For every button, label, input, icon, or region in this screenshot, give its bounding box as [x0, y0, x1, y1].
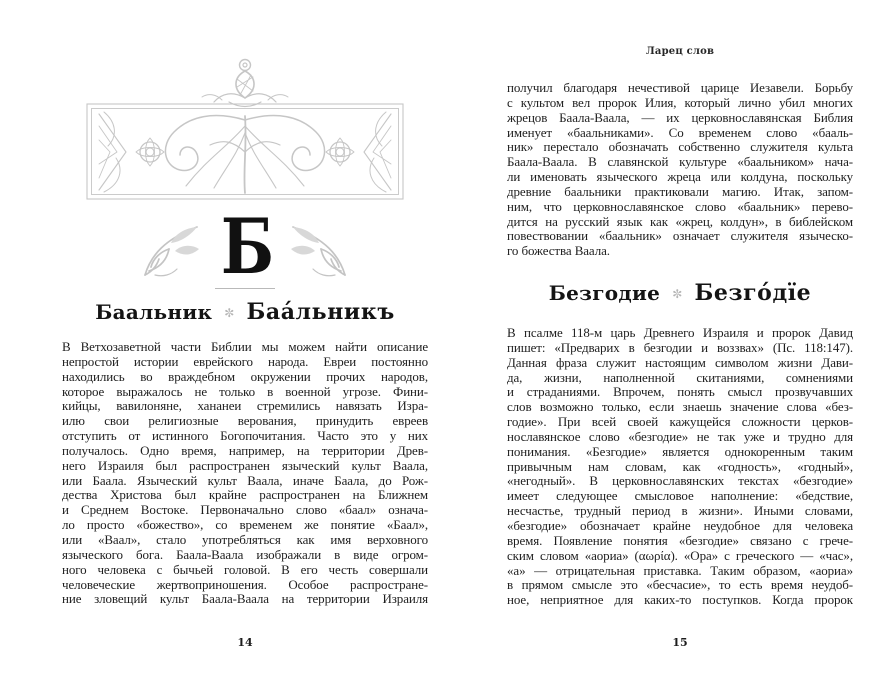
- text-line: отступить от истинного Богопочитания. Часто это у них: [62, 429, 428, 444]
- text-line: ного человека с бычьей головой. В его честь совершали: [62, 562, 428, 577]
- entry-heading-baalnik: [62, 299, 428, 325]
- entry-word-slavonic: Безго́дїе: [694, 280, 812, 306]
- text-line: человеческие жертвоприношения. Особое распростране-: [62, 577, 428, 592]
- text-line: языческого бога. Баала-Ваала изображали в виде огром-: [62, 547, 428, 562]
- text-line: Данная фраза служит настоящим символом жизни Дави-: [507, 355, 853, 370]
- entry-word-russian: Баальник: [95, 300, 213, 324]
- text-line: ним, что церковнославянское слово «баальник» перево-: [507, 199, 853, 214]
- text-line: с культом вел пророк Илия, который лично убил многих: [507, 95, 853, 110]
- text-line: ли именовать языческого жреца или колдуна, поскольку: [507, 170, 853, 185]
- text-line: время. Появление понятия «безгодие» связано с грече-: [507, 533, 853, 548]
- left-page: [62, 0, 428, 699]
- text-line: жрецов Баала-Ваала, — их церковнославянская Библия: [507, 110, 853, 125]
- text-line: Баала-Ваала. В славянской культуре «баальником» нача-: [507, 155, 853, 170]
- text-line: дества Христова был крайне распространен на Ближнем: [62, 488, 428, 503]
- text-line: и страданиями. Впрочем, понять смысл прозвучавших: [507, 385, 853, 400]
- drop-cap-rule: [215, 202, 275, 291]
- text-line: или Баала. Языческий культ Ваала, иначе Баала, до Рож-: [62, 473, 428, 488]
- headpiece-ornament-icon: [86, 56, 404, 200]
- text-line: «негодный». В церковнославянских текстах «безгодие»: [507, 474, 853, 489]
- text-line: несчастье, трудный период в жизни». Иными словами,: [507, 504, 853, 519]
- left-page-number: 14: [237, 636, 253, 649]
- text-line: находились во враждебном окружении прочих народов,: [62, 369, 428, 384]
- text-line: которое выражалось не только в военной угрозе. Фини-: [62, 384, 428, 399]
- text-line: в прямом смысле это «бесчасие», то есть время неудоб-: [507, 578, 853, 593]
- text-line: древние баальники практиковали магию. Итак, запом-: [507, 184, 853, 199]
- text-line: имеет следующее смысловое наполнение: «бедствие,: [507, 489, 853, 504]
- text-line: ским словом «аориа» (αωρία). «Ора» с греческого — «час»,: [507, 548, 853, 563]
- left-page-body-text: [62, 340, 428, 607]
- text-line: получалось. Одно время, например, на территории Древ-: [62, 443, 428, 458]
- text-line: илю свои религиозные верования, принудить евреев: [62, 414, 428, 429]
- text-line: него Израиля был распространен языческий культ Ваала,: [62, 458, 428, 473]
- text-line: да, жизни, наполненной скитаниями, сомнениями: [507, 370, 853, 385]
- text-line: непростой истории еврейского народа. Евреи постоянно: [62, 354, 428, 369]
- entry-heading-bezgodie: [507, 280, 853, 306]
- drop-cap-row: [62, 202, 428, 294]
- running-header: Ларец слов: [645, 46, 715, 57]
- text-line: нославянское слово «безгодие» не так уже и трудно для: [507, 429, 853, 444]
- text-line: пишет: «Предварих в безгодии и воззвах» (Пс. 118:147).: [507, 340, 853, 355]
- text-line: го божества Ваала.: [507, 244, 610, 259]
- drop-cap: Б: [220, 202, 275, 291]
- text-line: ник» перестало обозначать собственно служителя культа: [507, 140, 853, 155]
- text-line: ние зловещий культ Баала-Ваала на территории Израиля: [62, 592, 428, 607]
- text-line: В Ветхозаветной части Библии мы можем найти описание: [62, 340, 428, 354]
- text-line: «а» — отрицательная приставка. Таким образом, «аориа»: [507, 563, 853, 578]
- flourish-left-icon: [141, 221, 203, 279]
- entry-word-russian: Безгодие: [548, 281, 661, 305]
- text-line: именует «баальниками». Со временем слово «бааль-: [507, 125, 853, 140]
- text-line: привычным нам словам, как «годность», «годный»,: [507, 459, 853, 474]
- text-line: слов возможно только, если знаешь значение слова «без-: [507, 400, 853, 415]
- text-line: ло просто «божество», со временем же понятие «Баал»,: [62, 518, 428, 533]
- flourish-right-icon: [287, 221, 349, 279]
- text-line: «безгодие» обозначает крайне неудобное для человека: [507, 518, 853, 533]
- entry-word-slavonic: Баа́льникъ: [246, 299, 395, 325]
- flower-ornament-icon: ✼: [224, 306, 235, 320]
- right-page-number: 15: [672, 636, 688, 649]
- text-line: повествовании «баальник» означает служителя языческо-: [507, 229, 853, 244]
- text-line: понимания. «Безгодие» является однокоренным таким: [507, 444, 853, 459]
- text-line: получил благодаря нечестивой царице Иезавели. Борьбу: [507, 81, 853, 95]
- text-line: кийцы, вавилоняне, хананеи стремились навязать Изра-: [62, 399, 428, 414]
- text-line: годие». При всей своей кажущейся сложности церков-: [507, 415, 853, 430]
- text-line: и Среднем Востоке. Первоначально слово «баал» означа-: [62, 503, 428, 518]
- flower-ornament-icon: ✼: [672, 287, 683, 301]
- text-line: или «Ваал», стало употребляться как имя верховного: [62, 532, 428, 547]
- text-line: дится на русский язык как «жрец, колдун», в библейском: [507, 214, 853, 229]
- right-page: [507, 0, 853, 699]
- text-line: В псалме 118-м царь Древнего Израиля и пророк Давид: [507, 326, 853, 340]
- text-line: ное, неприятное для каких-то поступков. Когда пророк: [507, 593, 853, 608]
- right-page-paragraph-1: [507, 81, 853, 259]
- right-page-paragraph-2: [507, 326, 853, 608]
